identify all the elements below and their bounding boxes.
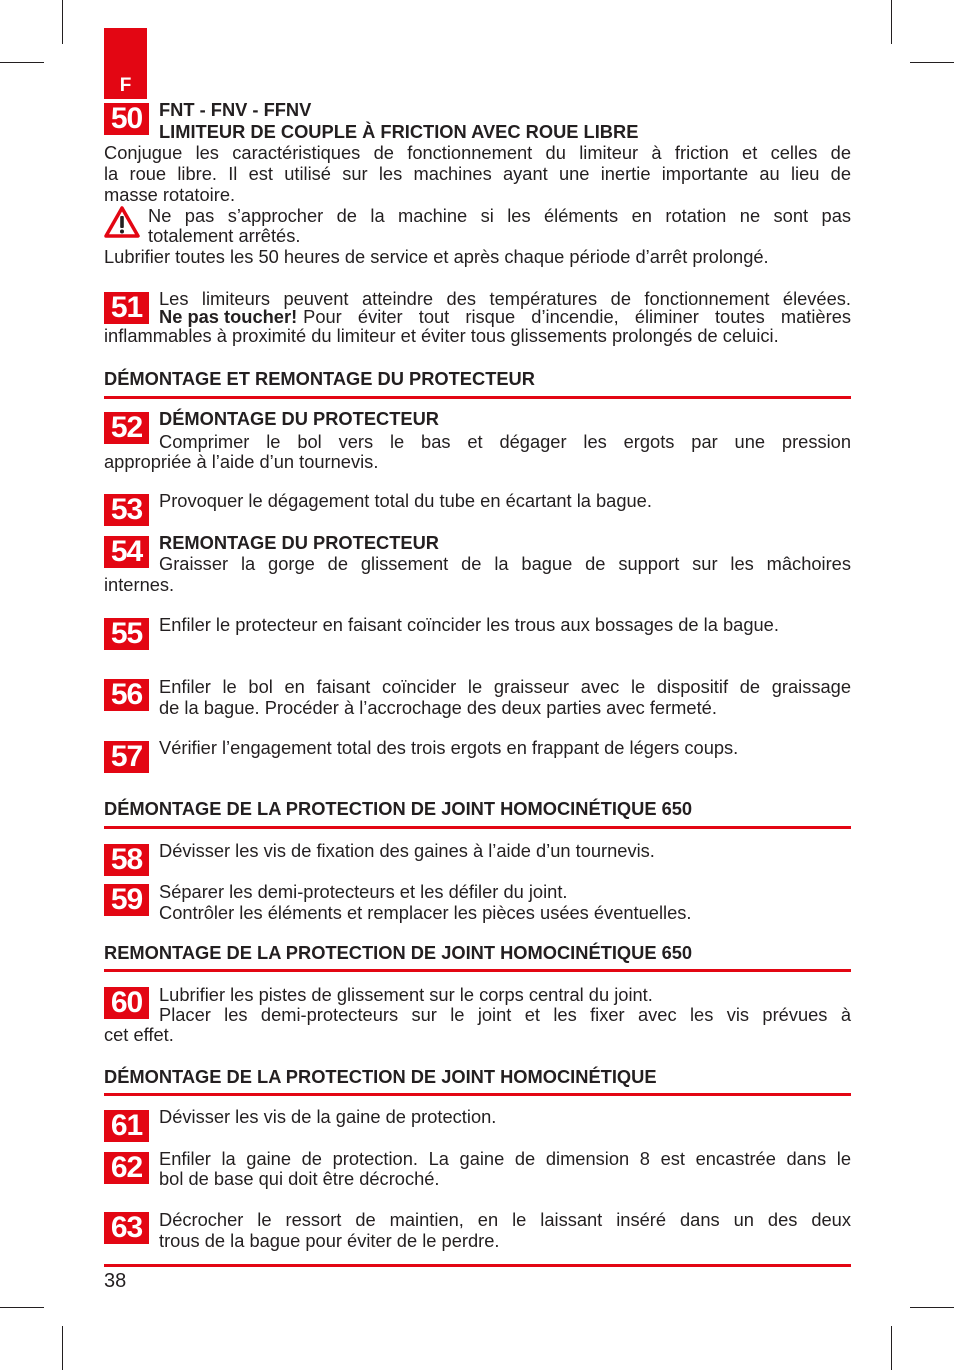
crop-mark bbox=[0, 62, 44, 63]
section-50-text: Lubrifier toutes les 50 heures de service et après chaque période d’arrêt prolongé. bbox=[104, 246, 769, 267]
section-63-text: trous de la bague pour éviter de le perdre. bbox=[159, 1230, 500, 1251]
section-63-text: Décrocher le ressort de maintien, en le laissant inséré dans un des deux bbox=[159, 1209, 851, 1230]
crop-mark bbox=[62, 0, 63, 44]
section-62-text: Enfiler la gaine de protection. La gaine de dimension 8 est encastrée dans le bbox=[159, 1148, 851, 1169]
section-50-warning: totalement arrêtés. bbox=[148, 225, 301, 246]
section-60-text: Lubrifier les pistes de glissement sur le corps central du joint. bbox=[159, 984, 653, 1005]
section-52-text: Comprimer le bol vers le bas et dégager les ergots par une pression bbox=[159, 431, 851, 452]
section-52-text: appropriée à l’aide d’un tournevis. bbox=[104, 451, 379, 472]
step-badge-58: 58 bbox=[104, 844, 149, 876]
divider bbox=[104, 1093, 851, 1096]
crop-mark bbox=[910, 1307, 954, 1308]
section-52-title: DÉMONTAGE DU PROTECTEUR bbox=[159, 408, 439, 429]
step-badge-56: 56 bbox=[104, 679, 149, 711]
step-badge-57: 57 bbox=[104, 741, 149, 773]
footer-divider bbox=[104, 1264, 851, 1267]
section-50-warning: Ne pas s’approcher de la machine si les éléments en rotation ne sont pas bbox=[148, 205, 851, 226]
section-heading: REMONTAGE DE LA PROTECTION DE JOINT HOMOCINÉTIQUE 650 bbox=[104, 942, 693, 963]
divider bbox=[104, 826, 851, 829]
crop-mark bbox=[910, 62, 954, 63]
step-badge-55: 55 bbox=[104, 618, 149, 650]
section-56-text: Enfiler le bol en faisant coïncider le graisseur avec le dispositif de graissage bbox=[159, 676, 851, 697]
section-heading: DÉMONTAGE ET REMONTAGE DU PROTECTEUR bbox=[104, 368, 535, 389]
crop-mark bbox=[0, 1307, 44, 1308]
section-55-text: Enfiler le protecteur en faisant coïncider les trous aux bossages de la bague. bbox=[159, 614, 779, 635]
language-tab: F bbox=[104, 28, 147, 99]
section-60-text: Placer les demi-protecteurs sur le joint et les fixer avec les vis prévues à bbox=[159, 1004, 851, 1025]
crop-mark bbox=[891, 1326, 892, 1370]
section-62-text: bol de base qui doit être décroché. bbox=[159, 1168, 440, 1189]
section-heading: DÉMONTAGE DE LA PROTECTION DE JOINT HOMOCINÉTIQUE 650 bbox=[104, 798, 693, 819]
section-50-text: masse rotatoire. bbox=[104, 184, 236, 205]
section-50-text: Conjugue les caractéristiques de fonctionnement du limiteur à friction et celles de bbox=[104, 142, 851, 163]
step-badge-63: 63 bbox=[104, 1212, 149, 1244]
step-badge-53: 53 bbox=[104, 494, 149, 526]
crop-mark bbox=[891, 0, 892, 44]
step-badge-54: 54 bbox=[104, 536, 149, 568]
do-not-touch-label: Ne pas toucher! bbox=[159, 306, 298, 327]
section-57-text: Vérifier l’engagement total des trois ergots en frappant de légers coups. bbox=[159, 737, 739, 758]
divider bbox=[104, 396, 851, 399]
step-badge-51: 51 bbox=[104, 292, 149, 324]
page-number: 38 bbox=[104, 1270, 127, 1292]
section-58-text: Dévisser les vis de fixation des gaines à l’aide d’un tournevis. bbox=[159, 840, 655, 861]
section-60-text: cet effet. bbox=[104, 1024, 174, 1045]
section-51-text bbox=[159, 306, 851, 327]
section-51-text: Les limiteurs peuvent atteindre des températures de fonctionnement élevées. bbox=[159, 288, 851, 309]
section-53-text: Provoquer le dégagement total du tube en écartant la bague. bbox=[159, 490, 652, 511]
section-51-text: inflammables à proximité du limiteur et éviter tous glissements prolongés de celuici. bbox=[104, 325, 779, 346]
section-50-title-1: FNT - FNV - FFNV bbox=[159, 99, 312, 120]
section-51-text-rest: Pour éviter tout risque d’incendie, éliminer toutes matières bbox=[303, 306, 851, 327]
section-56-text: de la bague. Procéder à l’accrochage des deux parties avec fermeté. bbox=[159, 697, 717, 718]
warning-triangle-icon bbox=[104, 206, 140, 238]
section-50-text: la roue libre. Il est utilisé sur les machines ayant une inertie importante au lieu de bbox=[104, 163, 851, 184]
section-59-text: Contrôler les éléments et remplacer les pièces usées éventuelles. bbox=[159, 902, 692, 923]
section-54-text: Graisser la gorge de glissement de la bague de support sur les mâchoires bbox=[159, 553, 851, 574]
step-badge-52: 52 bbox=[104, 412, 149, 444]
section-54-text: internes. bbox=[104, 574, 175, 595]
step-badge-62: 62 bbox=[104, 1152, 149, 1184]
crop-mark bbox=[62, 1326, 63, 1370]
section-54-title: REMONTAGE DU PROTECTEUR bbox=[159, 532, 439, 553]
step-badge-59: 59 bbox=[104, 884, 149, 916]
section-heading: DÉMONTAGE DE LA PROTECTION DE JOINT HOMOCINÉTIQUE bbox=[104, 1066, 657, 1087]
section-61-text: Dévisser les vis de la gaine de protection. bbox=[159, 1106, 497, 1127]
section-59-text: Séparer les demi-protecteurs et les défiler du joint. bbox=[159, 881, 568, 902]
step-badge-60: 60 bbox=[104, 987, 149, 1019]
section-50-title-2: LIMITEUR DE COUPLE À FRICTION AVEC ROUE LIBRE bbox=[159, 121, 639, 142]
step-badge-61: 61 bbox=[104, 1110, 149, 1142]
step-badge-50: 50 bbox=[104, 103, 149, 135]
divider bbox=[104, 969, 851, 972]
